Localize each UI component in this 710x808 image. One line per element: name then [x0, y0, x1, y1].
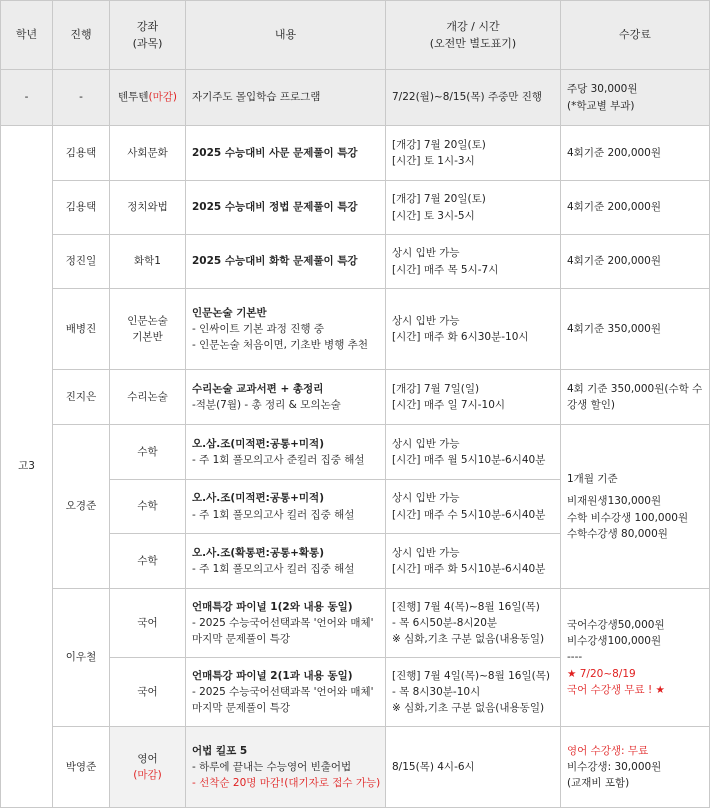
- table-row: [1, 70, 710, 126]
- content-cell: 언매특강 파이널 1(2와 내용 동일) - 2025 수능국어선택과목 '언어와 매체' 마지막 문제풀이 특강: [186, 589, 386, 658]
- content-cell: 2025 수능대비 정법 문제풀이 특강: [186, 181, 386, 235]
- closed-tag: (마감): [148, 91, 177, 104]
- schedule-cell: 7/22(월)~8/15(목) 주중만 진행: [386, 70, 561, 126]
- promo-text: ★ 7/20~8/19: [567, 667, 636, 680]
- subject-cell: 화학1: [110, 235, 186, 289]
- schedule-cell: 상시 입반 가능 [시간] 매주 수 5시10분-6시40분: [386, 480, 561, 534]
- subject-cell: 영어 (마감): [110, 727, 186, 808]
- schedule-cell: [개강] 7월 20일(토) [시간] 토 3시-5시: [386, 181, 561, 235]
- header-content: 내용: [186, 1, 386, 70]
- promo-text: 국어 수강생 무료 ! ★: [567, 683, 665, 696]
- content-cell: 인문논술 기본반 - 인싸이트 기본 과정 진행 중 - 인문논술 처음이면, 기초반 병행 추천: [186, 289, 386, 370]
- subject-cell: 텐투텐(마감): [110, 70, 186, 126]
- fee-cell: 4회 기준 350,000원(수학 수 강생 할인): [561, 370, 710, 425]
- schedule-cell: 상시 입반 가능 [시간] 매주 화 6시30분-10시: [386, 289, 561, 370]
- fee-cell: 1개월 기준 비재원생130,000원 수학 비수강생 100,000원 수학수강생 80,000원: [561, 425, 710, 589]
- teacher-cell: -: [53, 70, 110, 126]
- teacher-cell: 배병진: [53, 289, 110, 370]
- content-cell: 어법 킬포 5 - 하루에 끝내는 수능영어 빈출어법 - 선착순 20명 마감!(대기자로 접수 가능): [186, 727, 386, 808]
- subject-cell: 수리논술: [110, 370, 186, 425]
- grade-cell: -: [1, 70, 53, 126]
- header-progress: 진행: [53, 1, 110, 70]
- teacher-cell: 이우철: [53, 589, 110, 727]
- teacher-cell: 박영준: [53, 727, 110, 808]
- subject-cell: 국어: [110, 589, 186, 658]
- subject-cell: 수학: [110, 534, 186, 589]
- table-row: [1, 589, 710, 658]
- subject-cell: 인문논술 기본반: [110, 289, 186, 370]
- schedule-cell: 상시 입반 가능 [시간] 매주 목 5시-7시: [386, 235, 561, 289]
- table-row: [1, 235, 710, 289]
- table-row: [1, 126, 710, 181]
- subject-cell: 수학: [110, 480, 186, 534]
- teacher-cell: 오경준: [53, 425, 110, 589]
- schedule-cell: 8/15(목) 4시-6시: [386, 727, 561, 808]
- header-course: 강좌 (과목): [110, 1, 186, 70]
- header-grade: 학년: [1, 1, 53, 70]
- subject-cell: 정치와법: [110, 181, 186, 235]
- table-row: [1, 727, 710, 808]
- header-schedule: 개강 / 시간 (오전만 별도표기): [386, 1, 561, 70]
- teacher-cell: 김용택: [53, 126, 110, 181]
- fee-cell: 4회기준 200,000원: [561, 235, 710, 289]
- content-cell: 오.사.조(확통편:공통+확통) - 주 1회 풀모의고사 킬러 집중 해설: [186, 534, 386, 589]
- table-row: [1, 425, 710, 480]
- table-row: [1, 181, 710, 235]
- schedule-cell: [진행] 7월 4일(목)~8월 16일(목) - 목 8시30분-10시 ※ 심화,기초 구분 없음(내용동일): [386, 658, 561, 727]
- fee-cell: 4회기준 200,000원: [561, 181, 710, 235]
- content-cell: 수리논술 교과서편 + 총정리 -적분(7월) - 총 정리 & 모의논술: [186, 370, 386, 425]
- teacher-cell: 김용택: [53, 181, 110, 235]
- subject-cell: 사회문화: [110, 126, 186, 181]
- closed-tag: (마감): [133, 769, 162, 781]
- table-row: [1, 370, 710, 425]
- table-header-row: [1, 1, 710, 70]
- schedule-cell: [개강] 7월 20일(토) [시간] 토 1시-3시: [386, 126, 561, 181]
- grade-cell: 고3: [1, 126, 53, 808]
- content-cell: 2025 수능대비 화학 문제풀이 특강: [186, 235, 386, 289]
- schedule-cell: 상시 입반 가능 [시간] 매주 월 5시10분-6시40분: [386, 425, 561, 480]
- schedule-cell: [개강] 7월 7일(일) [시간] 매주 일 7시-10시: [386, 370, 561, 425]
- fee-cell: 영어 수강생: 무료 비수강생: 30,000원 (교재비 포함): [561, 727, 710, 808]
- subject-cell: 국어: [110, 658, 186, 727]
- fee-cell: 4회기준 350,000원: [561, 289, 710, 370]
- fee-cell: 주당 30,000원 (*학교별 부과): [561, 70, 710, 126]
- schedule-cell: [진행] 7월 4(목)~8월 16일(목) - 목 6시50분-8시20분 ※ 심화,기초 구분 없음(내용동일): [386, 589, 561, 658]
- content-cell: 오.삼.조(미적편:공통+미적) - 주 1회 풀모의고사 준킬러 집중 해설: [186, 425, 386, 480]
- subject-cell: 수학: [110, 425, 186, 480]
- fee-cell: 국어수강생50,000원 비수강생100,000원 ---- ★ 7/20~8/19 국어 수강생 무료 ! ★: [561, 589, 710, 727]
- header-fee: 수강료: [561, 1, 710, 70]
- content-cell: 자기주도 몰입학습 프로그램: [186, 70, 386, 126]
- teacher-cell: 정진일: [53, 235, 110, 289]
- schedule-cell: 상시 입반 가능 [시간] 매주 화 5시10분-6시40분: [386, 534, 561, 589]
- content-cell: 2025 수능대비 사문 문제풀이 특강: [186, 126, 386, 181]
- table-row: [1, 289, 710, 370]
- content-cell: 언매특강 파이널 2(1과 내용 동일) - 2025 수능국어선택과목 '언어와 매체' 마지막 문제풀이 특강: [186, 658, 386, 727]
- teacher-cell: 진지은: [53, 370, 110, 425]
- content-cell: 오.사.조(미적편:공통+미적) - 주 1회 풀모의고사 킬러 집중 해설: [186, 480, 386, 534]
- fee-cell: 4회기준 200,000원: [561, 126, 710, 181]
